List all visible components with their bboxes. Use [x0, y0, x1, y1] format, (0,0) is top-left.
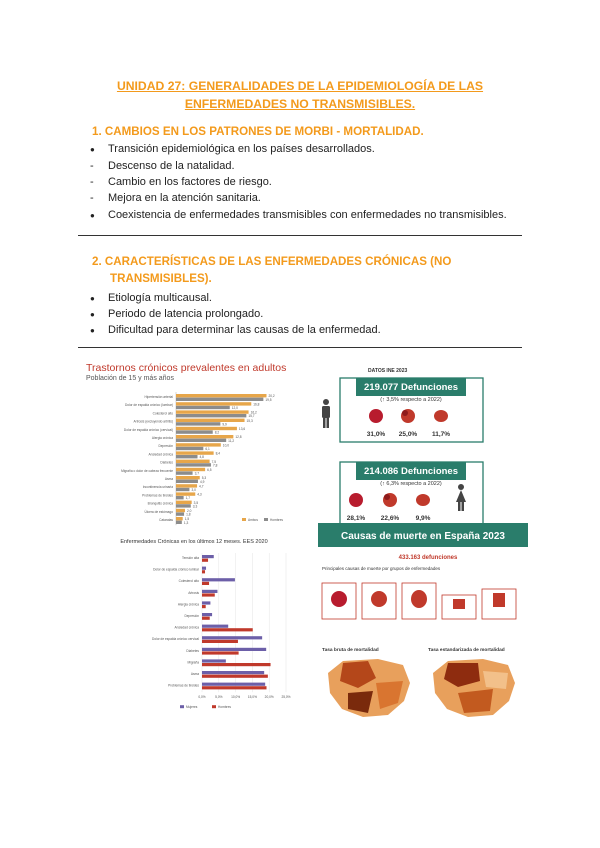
chronic-category-label: Asma	[164, 477, 173, 481]
chronic-bar-hombres	[176, 463, 211, 466]
section1-item-text: Descenso de la natalidad.	[108, 160, 235, 172]
section1-item	[90, 159, 235, 174]
ees-bar-mujeres	[202, 613, 212, 616]
chronic-bar-hombres	[176, 455, 198, 458]
chronic-category-label: Alergia crónica	[151, 436, 173, 440]
chronic-chart-svg	[82, 362, 304, 532]
ees-bar-hombres	[202, 686, 267, 689]
causes-svg	[318, 523, 528, 755]
chronic-value-label: 1,8	[186, 512, 191, 517]
ees-legend-label: Hombres	[218, 705, 231, 710]
chronic-value-label: 5,3	[201, 476, 207, 481]
chronic-bar-hombres	[176, 447, 203, 450]
ees-figure	[80, 535, 308, 715]
chronic-bar-ambos	[176, 451, 214, 454]
chronic-bar-ambos	[176, 435, 233, 438]
chronic-value-label: 3,0	[191, 488, 196, 492]
section1-item-text: Cambio en los factores de riesgo.	[108, 176, 272, 188]
ees-bar-hombres	[202, 559, 208, 562]
section2-item	[90, 323, 381, 338]
document-title	[100, 77, 500, 113]
ees-category-label: Diabetes	[186, 648, 199, 653]
chronic-category-label: Bronquitis crónica	[147, 501, 173, 506]
ine-label: DATOS INE 2023	[368, 368, 408, 374]
chronic-value-label: 4,3	[197, 492, 202, 497]
section2-item-text: Etiología multicausal.	[108, 292, 212, 304]
ees-bar-mujeres	[202, 555, 214, 558]
chronic-bar-hombres	[176, 512, 184, 515]
chronic-value-label: 1,7	[185, 496, 191, 501]
ine-svg	[316, 362, 526, 527]
chronic-category-label: Ansiedad crónica	[148, 452, 173, 457]
ine-figure	[316, 362, 526, 527]
ees-bar-mujeres	[202, 659, 226, 662]
chronic-bar-hombres	[176, 398, 263, 401]
bullet-marker: -	[90, 176, 94, 188]
section1-item	[90, 208, 507, 223]
chronic-value-label: 6,5	[207, 468, 212, 472]
chronic-category-label: Colesterol alto	[152, 411, 173, 416]
chronic-chart-title: Trastornos crónicos prevalentes en adultos	[86, 362, 287, 374]
man-icon	[322, 399, 330, 428]
bullet-marker: ●	[90, 326, 95, 335]
divider	[78, 347, 522, 348]
ees-bar-mujeres	[202, 625, 228, 628]
ees-bar-hombres	[202, 640, 238, 643]
chronic-bar-ambos	[176, 468, 205, 471]
chronic-value-label: 8,4	[215, 451, 221, 456]
map1-label: Tasa bruta de mortalidad	[322, 648, 379, 653]
chronic-category-label: Cataratas	[159, 518, 173, 522]
chronic-chart-subtitle: Población de 15 y más años	[86, 375, 174, 382]
ees-tick-label: 10,0%	[231, 695, 241, 700]
chronic-value-label: 13,6	[238, 427, 246, 431]
ees-tick-label: 20,0%	[264, 695, 274, 700]
ees-bar-mujeres	[202, 636, 262, 639]
chronic-bar-ambos	[176, 501, 192, 504]
ees-bar-hombres	[202, 663, 271, 666]
chronic-bar-hombres	[176, 439, 226, 442]
chronic-legend-label: Hombres	[270, 518, 283, 522]
bullet-marker: ●	[90, 294, 95, 303]
spain-map-1	[328, 659, 410, 717]
chronic-value-label: 1,5	[184, 517, 190, 522]
chronic-value-label: 16,8	[253, 402, 260, 407]
chronic-value-label: 11,2	[228, 438, 235, 443]
chronic-bar-hombres	[176, 496, 184, 499]
ees-category-label: Depresión	[184, 614, 199, 618]
chronic-bar-ambos	[176, 410, 249, 413]
chronic-category-label: Dolor de espalda crónico (cervical)	[123, 427, 173, 432]
chronic-category-label: Diabetes	[160, 460, 173, 465]
ees-category-label: Alergia crónica	[177, 602, 199, 607]
section2-heading-line2: TRANSMISIBLES).	[110, 272, 212, 285]
ees-bar-mujeres	[202, 590, 217, 593]
chronic-legend-label: Ambos	[248, 518, 258, 522]
ees-tick-label: 0,0%	[198, 695, 206, 700]
section2-item-text: Periodo de latencia prolongado.	[108, 308, 264, 320]
causes-title: Causas de muerte en España 2023	[341, 531, 505, 542]
ees-bar-mujeres	[202, 578, 235, 581]
chronic-value-label: 15,7	[248, 414, 255, 419]
chronic-category-label: Úlcera de estómago	[144, 509, 173, 514]
section1-item-text: Coexistencia de enfermedades transmisibles con enfermedades no transmisibles.	[108, 209, 507, 221]
chronic-category-label: Depresión	[158, 444, 173, 449]
section1-item-text: Mejora en la atención sanitaria.	[108, 192, 261, 204]
women-pct-2: 22,6%	[380, 515, 400, 522]
ees-bar-hombres	[202, 570, 205, 573]
men-pct-3: 11,7%	[431, 431, 451, 438]
ees-chart-svg	[80, 535, 308, 715]
chronic-category-label: Hipertensión arterial	[144, 395, 173, 399]
bullet-marker: ●	[90, 211, 95, 220]
chronic-category-label: Incontinencia urinaria	[142, 485, 173, 490]
ees-category-label: Ansiedad crónica	[174, 625, 199, 630]
ees-tick-label: 25,0%	[281, 695, 291, 700]
chronic-bar-ambos	[176, 476, 200, 479]
chronic-value-label: 7,5	[211, 459, 217, 464]
chronic-value-label: 7,8	[212, 463, 218, 468]
causes-subtitle: Principales causas de muerte por grupos de enfermedades	[322, 566, 441, 571]
section1-heading: 1. CAMBIOS EN LOS PATRONES DE MORBI - MORTALIDAD.	[92, 125, 424, 138]
women-change: (↑ 6,3% respecto a 2022)	[380, 481, 442, 487]
cause-boxes	[322, 583, 516, 619]
spain-map-2	[433, 659, 515, 717]
causes-total: 433.163 defunciones	[398, 555, 458, 561]
women-organ-icons	[349, 493, 430, 507]
ees-category-label: Tensión alta	[181, 556, 199, 560]
ees-legend-swatch	[212, 705, 216, 708]
women-pct-1: 28,1%	[346, 515, 366, 522]
ees-category-label: Artrosis	[188, 590, 199, 595]
chronic-bar-hombres	[176, 480, 198, 483]
men-pct-1: 31,0%	[366, 431, 386, 438]
ees-category-label: Dolor de espalda crónico cervical	[152, 637, 199, 642]
ees-bar-hombres	[202, 617, 210, 620]
chronic-value-label: 12,8	[235, 435, 242, 440]
chronic-bar-hombres	[176, 521, 182, 524]
ees-bar-hombres	[202, 675, 268, 678]
chronic-bar-hombres	[176, 430, 213, 433]
section1-item-text: Transición epidemiológica en los países desarrollados.	[108, 143, 375, 155]
chronic-value-label: 12,0	[231, 406, 238, 410]
section2-item	[90, 307, 263, 322]
causes-figure	[318, 523, 528, 755]
ees-tick-label: 5,0%	[215, 695, 223, 700]
chronic-bar-hombres	[176, 504, 191, 507]
ees-chart-title: Enfermedades Crónicas en los últimos 12 meses. EES 2020	[120, 539, 268, 545]
men-change: (↑ 3,5% respecto a 2022)	[380, 397, 442, 403]
women-deaths: 214.086 Defunciones	[364, 466, 458, 477]
chronic-value-label: 3,3	[192, 504, 198, 509]
section2-heading	[92, 253, 451, 287]
chronic-bar-ambos	[176, 443, 221, 446]
ees-bar-mujeres	[202, 648, 266, 651]
ees-legend-label: Mujeres	[186, 705, 198, 710]
women-pct-3: 9,9%	[415, 515, 431, 522]
chronic-value-label: 1,3	[183, 520, 189, 525]
chronic-value-label: 20,2	[268, 394, 275, 399]
men-deaths: 219.077 Defunciones	[364, 382, 458, 393]
chronic-value-label: 4,9	[199, 479, 205, 484]
chronic-bar-hombres	[176, 422, 220, 425]
bullet-marker: -	[90, 160, 94, 172]
ees-category-label: Problemas de tiroides	[168, 683, 199, 688]
chronic-value-label: 16,2	[250, 410, 257, 415]
ees-bar-mujeres	[202, 671, 264, 674]
chronic-legend-swatch	[264, 518, 268, 521]
chronic-value-label: 19,5	[265, 397, 272, 402]
ees-legend-swatch	[180, 705, 184, 708]
chronic-bar-ambos	[176, 427, 237, 430]
ees-bar-hombres	[202, 593, 215, 596]
bullet-marker: ●	[90, 145, 95, 154]
ees-category-label: Dolor de espalda crónico lumbar	[153, 567, 199, 572]
ees-category-label: Asma	[190, 672, 199, 676]
document-title-line2: ENFERMEDADES NO TRANSMISIBLES.	[184, 97, 416, 111]
chronic-value-label: 3,5	[193, 500, 199, 505]
ees-bar-mujeres	[202, 683, 265, 686]
ees-bar-hombres	[202, 582, 209, 585]
men-pct-2: 25,0%	[398, 431, 418, 438]
chronic-bar-ambos	[176, 460, 210, 463]
ees-bar-mujeres	[202, 601, 210, 604]
section1-item	[90, 191, 261, 206]
chronic-bar-ambos	[176, 509, 185, 512]
ees-bar-hombres	[202, 628, 253, 631]
document-title-line1: UNIDAD 27: GENERALIDADES DE LA EPIDEMIOLOGÍA DE LAS	[116, 79, 484, 93]
chronic-bar-hombres	[176, 406, 230, 409]
chronic-bar-hombres	[176, 488, 189, 491]
section1-item	[90, 175, 272, 190]
chronic-bar-ambos	[176, 402, 251, 405]
chronic-category-label: Problemas de tiroides	[142, 493, 173, 498]
chronic-value-label: 9,9	[222, 422, 227, 427]
section2-item-text: Dificultad para determinar las causas de la enfermedad.	[108, 324, 381, 336]
ees-tick-label: 15,0%	[247, 695, 257, 700]
section1-item	[90, 142, 375, 157]
chronic-bar-ambos	[176, 419, 245, 422]
ees-bar-mujeres	[202, 567, 206, 570]
divider	[78, 235, 522, 236]
ees-category-label: Colesterol alto	[178, 579, 199, 584]
chronic-value-label: 2,0	[186, 509, 192, 513]
chronic-value-label: 10,0	[222, 443, 230, 448]
woman-icon	[456, 484, 466, 511]
chronic-category-label: Dolor de espalda crónico (lumbar)	[124, 403, 173, 408]
ees-category-label: Migraña	[187, 660, 199, 665]
chronic-bar-hombres	[176, 471, 193, 474]
chronic-value-label: 3,7	[194, 471, 200, 476]
chronic-value-label: 15,3	[246, 418, 253, 423]
section2-heading-line1: 2. CARACTERÍSTICAS DE LAS ENFERMEDADES CRÓNICAS (NO	[92, 255, 452, 268]
ees-bar-hombres	[202, 651, 239, 654]
men-organ-icons	[369, 409, 448, 423]
bullet-marker: ●	[90, 310, 95, 319]
section2-item	[90, 291, 212, 306]
map2-label: Tasa estandarizada de mortalidad	[428, 648, 505, 653]
bullet-marker: -	[90, 192, 94, 204]
chronic-legend-swatch	[242, 518, 246, 521]
chronic-bar-hombres	[176, 414, 246, 417]
ees-bar-hombres	[202, 605, 206, 608]
chronic-disorders-figure	[82, 362, 304, 532]
chronic-value-label: 6,1	[205, 447, 210, 451]
chronic-category-label: Artrosis (excluyendo artritis)	[133, 419, 173, 424]
chronic-value-label: 4,8	[199, 455, 204, 460]
chronic-category-label: Migraña o dolor de cabeza frecuente	[121, 468, 173, 473]
chronic-bar-ambos	[176, 517, 183, 520]
chronic-bar-ambos	[176, 394, 266, 397]
chronic-value-label: 8,2	[214, 430, 220, 435]
chronic-value-label: 4,7	[199, 484, 204, 489]
